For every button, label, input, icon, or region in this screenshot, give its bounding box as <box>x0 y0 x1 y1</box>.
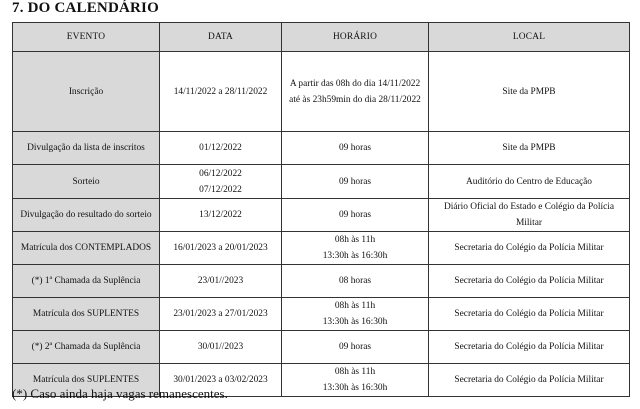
cell-text: 06/12/2022 <box>199 168 242 179</box>
table-row <box>13 165 630 199</box>
table-row <box>13 52 630 132</box>
cell-text: A partir das 08h do dia 14/11/2022 <box>289 78 421 89</box>
column-header-horario: HORÁRIO <box>282 23 429 52</box>
cell-text: 07/12/2022 <box>199 184 242 195</box>
cell-data <box>160 298 282 331</box>
cell-horario <box>282 364 429 397</box>
cell-evento: Divulgação da lista de inscritos <box>13 132 160 165</box>
cell-local: Secretaria do Colégio da Polícia Militar <box>429 364 630 397</box>
cell-text: 13:30h às 16:30h <box>322 251 388 261</box>
cell-text: 30/01//2023 <box>197 342 244 352</box>
cell-text: 09 horas <box>338 210 372 220</box>
cell-evento: Sorteio <box>13 165 160 199</box>
cell-text: 01/12/2022 <box>199 143 242 153</box>
cell-horario <box>282 265 429 298</box>
table-row <box>13 232 630 265</box>
cell-local: Auditório do Centro de Educação <box>429 165 630 199</box>
cell-text: 14/11/2022 a 28/11/2022 <box>173 86 268 97</box>
cell-text: 23/01/2023 a 27/01/2023 <box>173 309 268 319</box>
cell-local: Site da PMPB <box>429 52 630 132</box>
cell-local: Site da PMPB <box>429 132 630 165</box>
section-heading: 7. DO CALENDÁRIO <box>12 0 159 16</box>
cell-evento: Matrícula dos SUPLENTES <box>13 298 160 331</box>
cell-horario <box>282 165 429 199</box>
cell-horario <box>282 132 429 165</box>
cell-data <box>160 232 282 265</box>
cell-text: 09 horas <box>338 143 372 153</box>
cell-text: 13:30h às 16:30h <box>322 317 388 327</box>
cell-local: Secretaria do Colégio da Polícia Militar <box>429 232 630 265</box>
calendar-table <box>12 22 630 397</box>
cell-local: Secretaria do Colégio da Polícia Militar <box>429 298 630 331</box>
cell-text: até às 23h59min do dia 28/11/2022 <box>289 94 421 105</box>
cell-horario <box>282 52 429 132</box>
footnote: (*) Caso ainda haja vagas remanescentes. <box>12 386 228 401</box>
column-header-data: DATA <box>160 23 282 52</box>
cell-data <box>160 265 282 298</box>
cell-text: 09 horas <box>338 176 372 187</box>
cell-horario <box>282 331 429 364</box>
cell-horario <box>282 298 429 331</box>
cell-local: Diário Oficial do Estado e Colégio da Polícia Militar <box>429 199 630 232</box>
table-row <box>13 132 630 165</box>
cell-text: 16/01/2023 a 20/01/2023 <box>173 243 268 253</box>
cell-horario <box>282 199 429 232</box>
cell-text: 13/12/2022 <box>199 210 242 220</box>
column-header-local: LOCAL <box>429 23 630 52</box>
column-header-evento: EVENTO <box>13 23 160 52</box>
cell-evento: (*) 2ª Chamada da Suplência <box>13 331 160 364</box>
cell-horario <box>282 232 429 265</box>
table-row <box>13 331 630 364</box>
cell-data <box>160 52 282 132</box>
table-row <box>13 199 630 232</box>
cell-text: 08 horas <box>338 276 372 286</box>
cell-text: 09 horas <box>338 342 372 352</box>
cell-evento: Matrícula dos CONTEMPLADOS <box>13 232 160 265</box>
cell-local: Secretaria do Colégio da Polícia Militar <box>429 265 630 298</box>
cell-evento: (*) 1ª Chamada da Suplência <box>13 265 160 298</box>
cell-text: 23/01//2023 <box>197 276 244 286</box>
cell-data <box>160 165 282 199</box>
cell-data <box>160 132 282 165</box>
table-row <box>13 265 630 298</box>
cell-local: Secretaria do Colégio da Polícia Militar <box>429 331 630 364</box>
cell-text: 08h às 11h <box>334 301 376 311</box>
cell-data <box>160 331 282 364</box>
cell-data <box>160 199 282 232</box>
cell-evento: Matrícula dos SUPLENTES <box>13 364 160 397</box>
table-header-row <box>13 23 630 52</box>
table-row <box>13 298 630 331</box>
cell-text: 30/01/2023 a 03/02/2023 <box>173 375 268 385</box>
cell-evento: Inscrição <box>13 52 160 132</box>
cell-text: 13:30h às 16:30h <box>322 383 388 393</box>
cell-text: 08h às 11h <box>334 367 376 377</box>
cell-evento: Divulgação do resultado do sorteio <box>13 199 160 232</box>
cell-text: 08h às 11h <box>334 235 376 245</box>
